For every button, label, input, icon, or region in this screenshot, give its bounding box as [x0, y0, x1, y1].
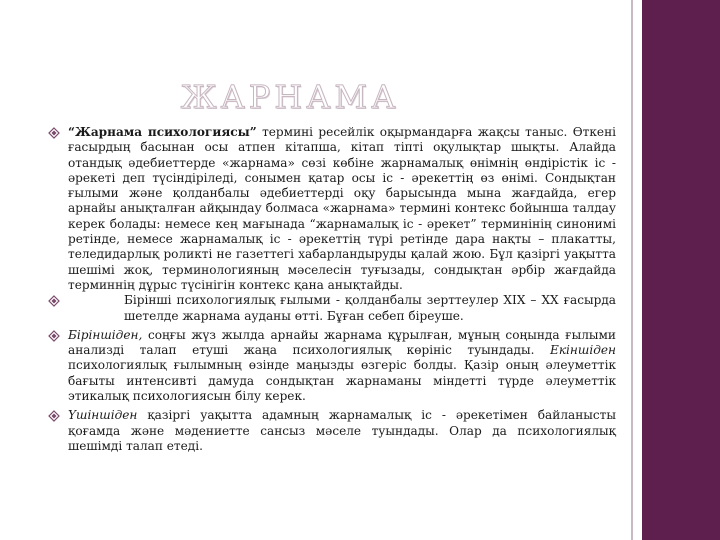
diamond-bullet-icon — [48, 330, 60, 342]
slide-title: ЖАРНАМА — [180, 78, 400, 116]
term-lead: Екіншіден — [550, 343, 616, 358]
paragraph-text: психологиялық ғылымның өзінде маңызды өзгеріс болды. Қазір оның әлеуметтік бағыты интенсивті дамуда сондықтан жарнаманы міндетті түрде әлеуметтік этикалық психологиясын білу керек. — [68, 358, 616, 404]
sidebar-divider — [631, 0, 633, 540]
paragraph — [68, 125, 616, 293]
diamond-bullet-icon — [48, 410, 60, 422]
term-lead: Үшіншіден — [68, 408, 138, 423]
paragraph-text: соңғы жүз жылда арнайы жарнама құрылған, мұның соңында ғылыми анализді талап етуші жаңа психологиялық көрініс туындады. — [68, 327, 616, 358]
paragraph-text: қазіргі уақытта адамның жарнамалық іс - әрекетімен байланысты қоғамда және мәдениетте сансыз мәселе туындады. Олар да психологиялық шешімді талап етеді. — [68, 408, 616, 453]
paragraph-text: термині ресейлік оқырмандарға жақсы таныс. Өткені ғасырдың басынан осы атпен кітапша, кітап тіпті оқулықтар шықты. Алайда отандық әдебиеттерде «жарнама» сөзі көбіне жарнамалық өнімнің өндірістік іс - әрекеті деп түсіндіріледі, сонымен қатар осы іс - әрекеттің өз өнімі. Сондықтан ғылыми және қолданбалы әдебиеттерді оқу барысында мына жағдайда, егер арнайы анықталған айқындау болмаса «жарнама» термині контекс бойынша талдау керек болады: немесе кең мағынада “жарнамалық іс - әрекет” терминінің синонимі ретінде, немесе жарнамалық іс - әрекеттің түрі ретінде дара нақты – плакатты, теледидарлық роликті не газеттегі хабарландыруды қалай жою. Бұл қазіргі уақытта шешімі жоқ, терминологияның мәселесін туғызады, сондықтан әрбір жағдайда терминнің дұрыс түсінігін контекс қана анықтайды. — [68, 125, 616, 292]
diamond-bullet-icon — [48, 295, 60, 307]
term-lead: Біріншіден, — [68, 327, 143, 342]
list-item — [48, 125, 616, 293]
bullet-list — [48, 125, 616, 454]
list-item — [48, 293, 616, 324]
paragraph — [68, 328, 616, 404]
list-item — [48, 408, 616, 454]
paragraph — [68, 408, 616, 454]
paragraph: Бірінші психологиялық ғылыми - қолданбалы зерттеулер XIX – XX ғасырда шетелде жарнама ауданы өтті. Бұған себеп біреуше. — [124, 293, 616, 323]
term-lead: “Жарнама психологиясы” — [68, 125, 257, 139]
diamond-bullet-icon — [48, 127, 60, 139]
list-item — [48, 328, 616, 404]
sidebar-decoration — [642, 0, 720, 540]
